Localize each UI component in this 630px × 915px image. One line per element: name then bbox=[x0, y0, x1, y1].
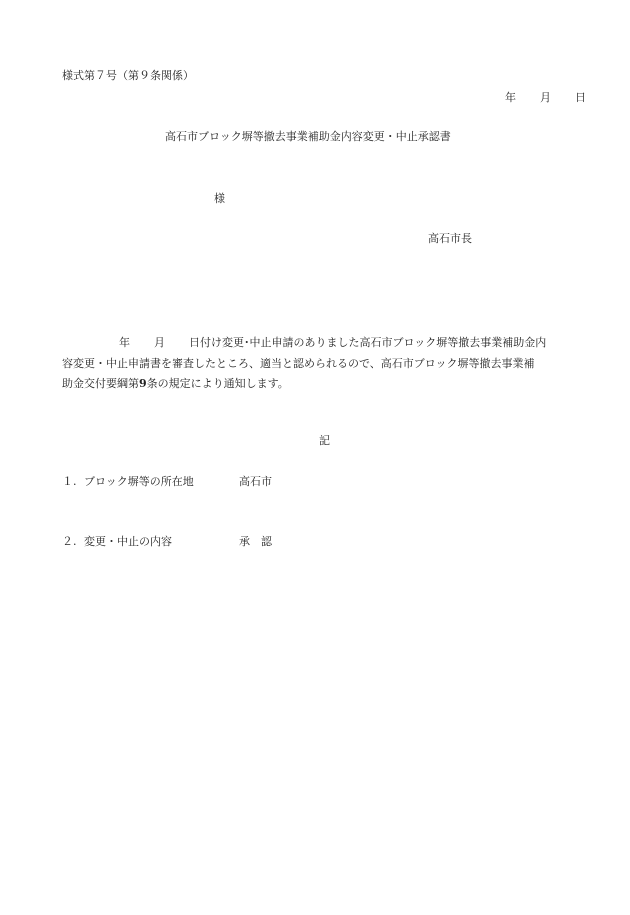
item-number: ２. bbox=[62, 535, 77, 548]
item-number: １. bbox=[62, 475, 77, 488]
body-line-1-text: 日付け変更･中止申請のありました高石市ブロック塀等撤去事業補助金内 bbox=[189, 336, 547, 349]
body-year-label: 年 bbox=[119, 336, 130, 349]
body-line-3-post: 条の規定により通知します。 bbox=[146, 377, 289, 390]
body-month-label: 月 bbox=[154, 336, 165, 349]
ki-heading: 記 bbox=[319, 434, 330, 447]
item-label: ブロック塀等の所在地 bbox=[84, 475, 194, 488]
issuer-name: 高石市長 bbox=[428, 232, 472, 245]
date-line bbox=[505, 92, 586, 103]
item-location-value: 高石市 bbox=[239, 475, 272, 488]
date-year-label: 年 bbox=[505, 91, 516, 104]
item-label: 変更・中止の内容 bbox=[84, 535, 172, 548]
date-month-label: 月 bbox=[540, 91, 551, 104]
addressee-suffix: 様 bbox=[214, 192, 225, 205]
form-number: 様式第７号（第９条関係） bbox=[62, 69, 194, 82]
item-location bbox=[62, 476, 194, 487]
date-day-label: 日 bbox=[575, 91, 586, 104]
body-line-1 bbox=[62, 333, 592, 354]
document-title: 高石市ブロック塀等撤去事業補助金内容変更・中止承認書 bbox=[165, 130, 451, 143]
item-change-content bbox=[62, 536, 172, 547]
body-line-3 bbox=[62, 374, 592, 395]
notice-body bbox=[62, 333, 592, 395]
body-line-2: 容変更・中止申請書を審査したところ、適当と認められるので、高石市ブロック塀等撤去事業補 bbox=[62, 356, 535, 370]
item-change-content-value: 承 認 bbox=[239, 535, 272, 548]
body-line-3-pre: 助金交付要綱第 bbox=[62, 377, 139, 390]
body-article-number: 9 bbox=[139, 377, 147, 390]
